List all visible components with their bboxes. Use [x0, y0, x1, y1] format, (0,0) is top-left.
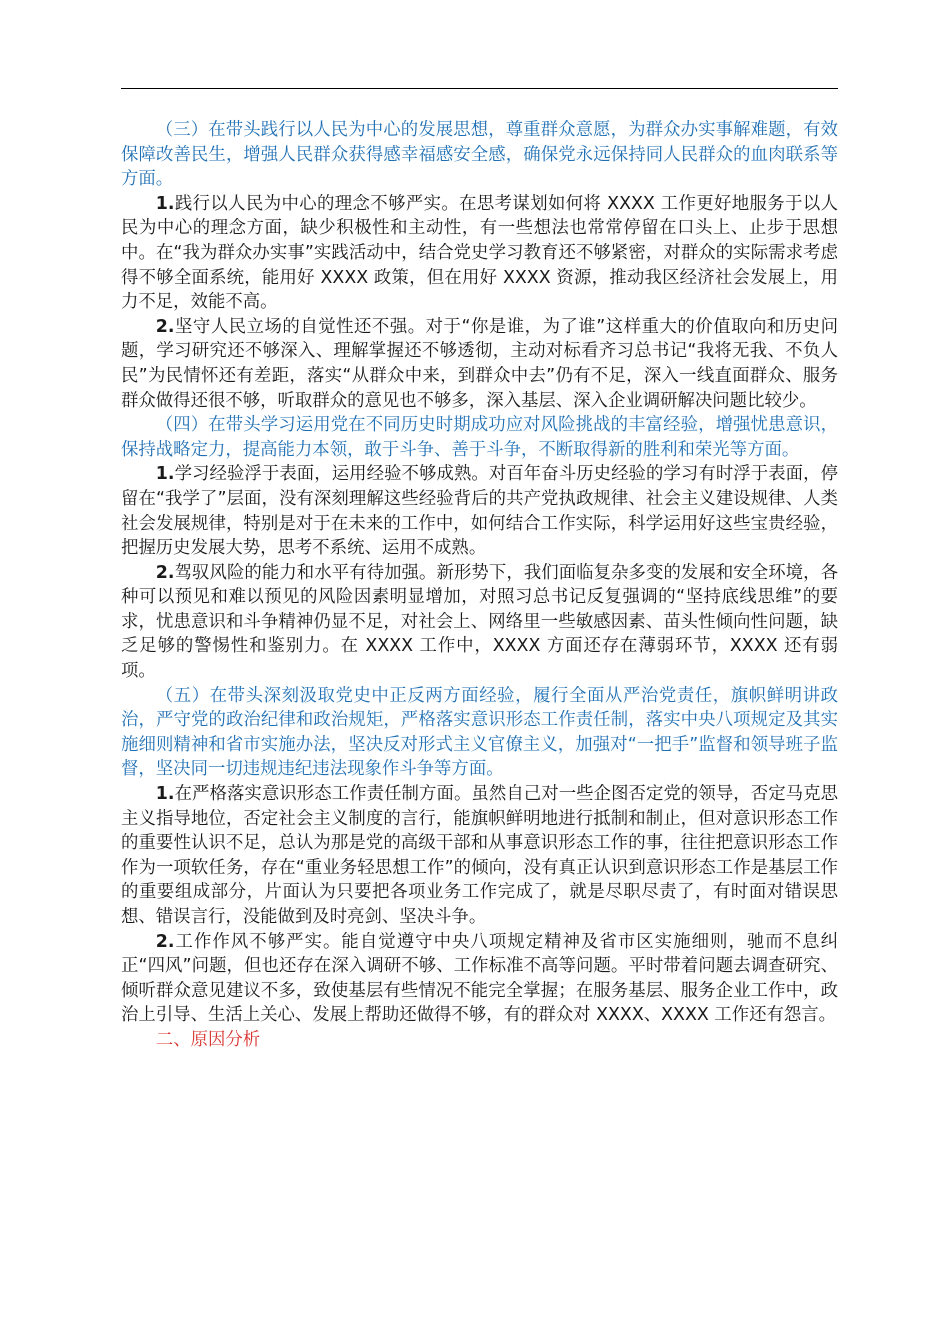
- paragraph-5-2: [121, 930, 838, 1028]
- section-heading-cause-analysis: 二、原因分析: [155, 1029, 261, 1050]
- paragraph-3-1: [121, 192, 838, 315]
- item-number: 1.: [155, 193, 175, 214]
- paragraph-3-2: [121, 315, 838, 413]
- paragraph-text: 工作作风不够严实。能自觉遵守中央八项规定精神及省市区实施细则，驰而不息纠正“四风”问题，但也还存在深入调研不够、工作标准不高等问题。平时带着问题去调查研究、倾听群众意见建议不多，致使基层有些情况不能完全掌握；在服务基层、服务企业工作中，政治上引导、生活上关心、发展上帮助还做得不够，有的群众对 XXXX、XXXX 工作还有怨言。: [121, 931, 838, 1026]
- header-rule: [121, 88, 838, 89]
- item-number: 1.: [155, 464, 175, 485]
- item-number: 1.: [155, 784, 175, 805]
- paragraph-text: 驾驭风险的能力和水平有待加强。新形势下，我们面临复杂多变的发展和安全环境，各种可以预见和难以预见的风险因素明显增加，对照习总书记反复强调的“坚持底线思维”的要求，忧患意识和斗争精神仍显不足，对社会上、网络里一些敏感因素、苗头性倾向性问题，缺乏足够的警惕性和鉴别力。在 XXXX 工作中，XXXX 方面还存在薄弱环节，XXXX 还有弱项。: [121, 562, 838, 682]
- item-number: 2.: [155, 931, 175, 952]
- paragraph-4-1: [121, 462, 838, 560]
- heading-part-5: （五）在带头深刻汲取党史中正反两方面经验，履行全面从严治党责任，旗帜鲜明讲政治，严守党的政治纪律和政治规矩，严格落实意识形态工作责任制，落实中央八项规定及其实施细则精神和省市实施办法，坚决反对形式主义官僚主义，加强对“一把手”监督和领导班子监督，坚决同一切违规违纪违法现象作斗争等方面。: [121, 685, 838, 780]
- paragraph-text: 践行以人民为中心的理念不够严实。在思考谋划如何将 XXXX 工作更好地服务于以人民为中心的理念方面，缺少积极性和主动性，有一些想法也常常停留在口头上、止步于思想中。在“我为群众办实事”实践活动中，结合党史学习教育还不够紧密，对群众的实际需求考虑得不够全面系统，能用好 XXXX 政策，但在用好 XXXX 资源，推动我区经济社会发展上，用力不足，效能不高。: [121, 193, 838, 313]
- item-number: 2.: [155, 316, 175, 337]
- heading-part-3: （三）在带头践行以人民为中心的发展思想，尊重群众意愿，为群众办实事解难题，有效保障改善民生，增强人民群众获得感幸福感安全感，确保党永远保持同人民群众的血肉联系等方面。: [121, 120, 838, 190]
- paragraph-4-2: [121, 561, 838, 684]
- heading-part-4: （四）在带头学习运用党在不同历史时期成功应对风险挑战的丰富经验，增强忧患意识，保持战略定力，提高能力本领，敢于斗争、善于斗争，不断取得新的胜利和荣光等方面。: [121, 415, 838, 460]
- paragraph-text: 在严格落实意识形态工作责任制方面。虽然自己对一些企图否定党的领导，否定马克思主义指导地位，否定社会主义制度的言行，能旗帜鲜明地进行抵制和制止，但对意识形态工作的重要性认识不足，总认为那是党的高级干部和从事意识形态工作的事，往往把意识形态工作作为一项软任务，存在“重业务轻思想工作”的倾向，没有真正认识到意识形态工作是基层工作的重要组成部分，片面认为只要把各项业务工作完成了，就是尽职尽责了，有时面对错误思想、错误言行，没能做到及时亮剑、坚决斗争。: [121, 784, 838, 927]
- document-body: [121, 118, 838, 1053]
- item-number: 2.: [155, 562, 175, 583]
- paragraph-text: 坚守人民立场的自觉性还不强。对于“你是谁，为了谁”这样重大的价值取向和历史问题，学习研究还不够深入、理解掌握还不够透彻，主动对标看齐习总书记“我将无我、不负人民”为民情怀还有差距，落实“从群众中来，到群众中去”仍有不足，深入一线直面群众、服务群众做得还很不够，听取群众的意见也不够多，深入基层、深入企业调研解决问题比较少。: [121, 316, 838, 411]
- paragraph-text: 学习经验浮于表面，运用经验不够成熟。对百年奋斗历史经验的学习有时浮于表面，停留在“我学了”层面，没有深刻理解这些经验背后的共产党执政规律、社会主义建设规律、人类社会发展规律，特别是对于在未来的工作中，如何结合工作实际，科学运用好这些宝贵经验，把握历史发展大势，思考不系统、运用不成熟。: [121, 464, 838, 559]
- paragraph-5-1: [121, 782, 838, 930]
